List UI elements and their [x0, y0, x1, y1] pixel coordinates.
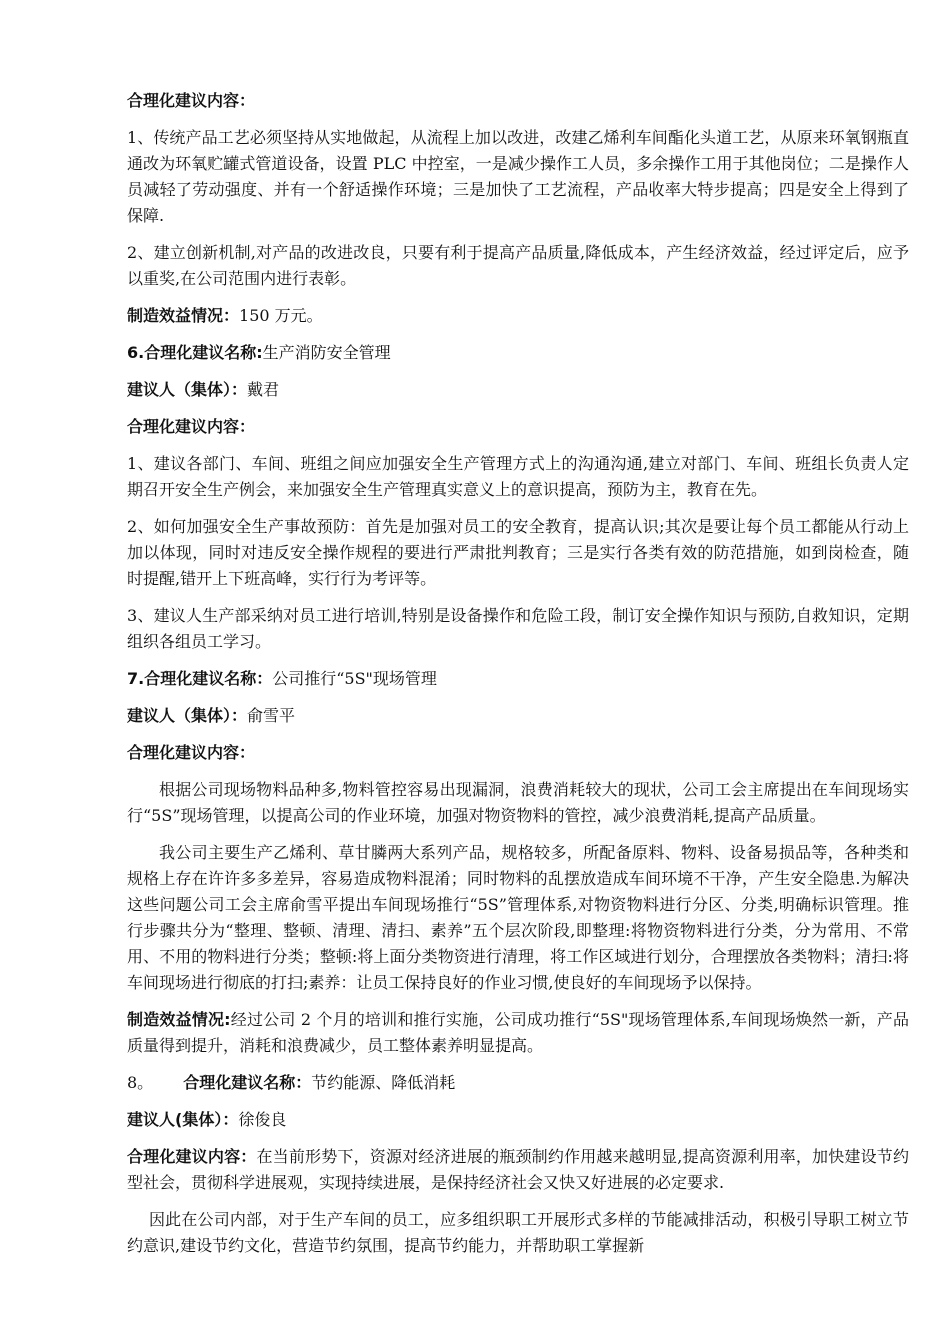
paragraph: 2、建立创新机制,对产品的改进改良，只要有利于提高产品质量,降低成本，产生经济效益，经过评定后，应予以重奖,在公司范围内进行表彰。 [127, 243, 909, 288]
content-paragraph: 合理化建议内容：在当前形势下，资源对经济进展的瓶颈制约作用越来越明显,提高资源利用率，加快建设节约型社会，贯彻科学进展观，实现持续进展，是保持经济社会又快又好进展的必定要求. [127, 1147, 909, 1192]
suggestion-title: 6.合理化建议名称:生产消防安全管理 [127, 343, 391, 362]
proposer-line: 建议人(集体）：徐俊良 [127, 1110, 287, 1129]
suggestion-title: 8。 合理化建议名称：节约能源、降低消耗 [127, 1073, 456, 1092]
document-page [127, 88, 909, 1270]
benefit-line: 制造效益情况:经过公司 2 个月的培训和推行实施，公司成功推行“5S"现场管理体系,车间现场焕然一新，产品质量得到提升，消耗和浪费减少，员工整体素养明显提高。 [127, 1010, 909, 1055]
paragraph: 1、建议各部门、车间、班组之间应加强安全生产管理方式上的沟通沟通,建立对部门、车间、班组长负责人定期召开安全生产例会，来加强安全生产管理真实意义上的意识提高，预防为主，教育在先。 [127, 454, 909, 499]
benefit-line: 制造效益情况：150 万元。 [127, 306, 323, 325]
paragraph: 根据公司现场物料品种多,物料管控容易出现漏洞，浪费消耗较大的现状，公司工会主席提出在车间现场实行“5S”现场管理，以提高公司的作业环境，加强对物资物料的管控，减少浪费消耗,提高产品质量。 [127, 780, 909, 825]
suggestion-title: 7.合理化建议名称：公司推行“5S"现场管理 [127, 669, 437, 688]
content-heading: 合理化建议内容： [127, 417, 256, 436]
proposer-line: 建议人（集体）：戴君 [127, 380, 280, 399]
content-heading: 合理化建议内容： [127, 91, 256, 110]
proposer-line: 建议人（集体）：俞雪平 [127, 706, 296, 725]
paragraph: 3、建议人生产部采纳对员工进行培训,特别是设备操作和危险工段，制订安全操作知识与预防,自救知识，定期组织各组员工学习。 [127, 606, 909, 651]
paragraph: 因此在公司内部，对于生产车间的员工，应多组织职工开展形式多样的节能减排活动，积极引导职工树立节约意识,建设节约文化，营造节约氛围，提高节约能力，并帮助职工掌握新 [127, 1210, 909, 1255]
paragraph: 我公司主要生产乙烯利、草甘膦两大系列产品，规格较多，所配备原料、物料、设备易损品等，各种类和规格上存在许许多多差异，容易造成物料混淆；同时物料的乱摆放造成车间环境不干净，产生安全隐患.为解决这些问题公司工会主席俞雪平提出车间现场推行“5S”管理体系,对物资物料进行分区、分类,明确标识管理。推行步骤共分为“整理、整顿、清理、清扫、素养”五个层次阶段,即整理:将物资物料进行分类，分为常用、不常用、不用的物料进行分类；整顿:将上面分类物资进行清理，将工作区域进行划分，合理摆放各类物料；清扫:将车间现场进行彻底的打扫;素养：让员工保持良好的作业习惯,使良好的车间现场予以保持。 [127, 843, 909, 992]
paragraph: 1、传统产品工艺必须坚持从实地做起，从流程上加以改进，改建乙烯利车间酯化头道工艺，从原来环氧钢瓶直通改为环氧贮罐式管道设备，设置 PLC 中控室，一是减少操作工人员，多余操作工用于其他岗位；二是操作人员减轻了劳动强度、并有一个舒适操作环境；三是加快了工艺流程，产品收率大特步提高；四是安全上得到了保障. [127, 128, 909, 225]
paragraph: 2、如何加强安全生产事故预防：首先是加强对员工的安全教育，提高认识;其次是要让每个员工都能从行动上加以体现，同时对违反安全操作规程的要进行严肃批判教育；三是实行各类有效的防范措施，如到岗检查，随时提醒,错开上下班高峰，实行行为考评等。 [127, 517, 909, 588]
content-heading: 合理化建议内容： [127, 743, 256, 762]
